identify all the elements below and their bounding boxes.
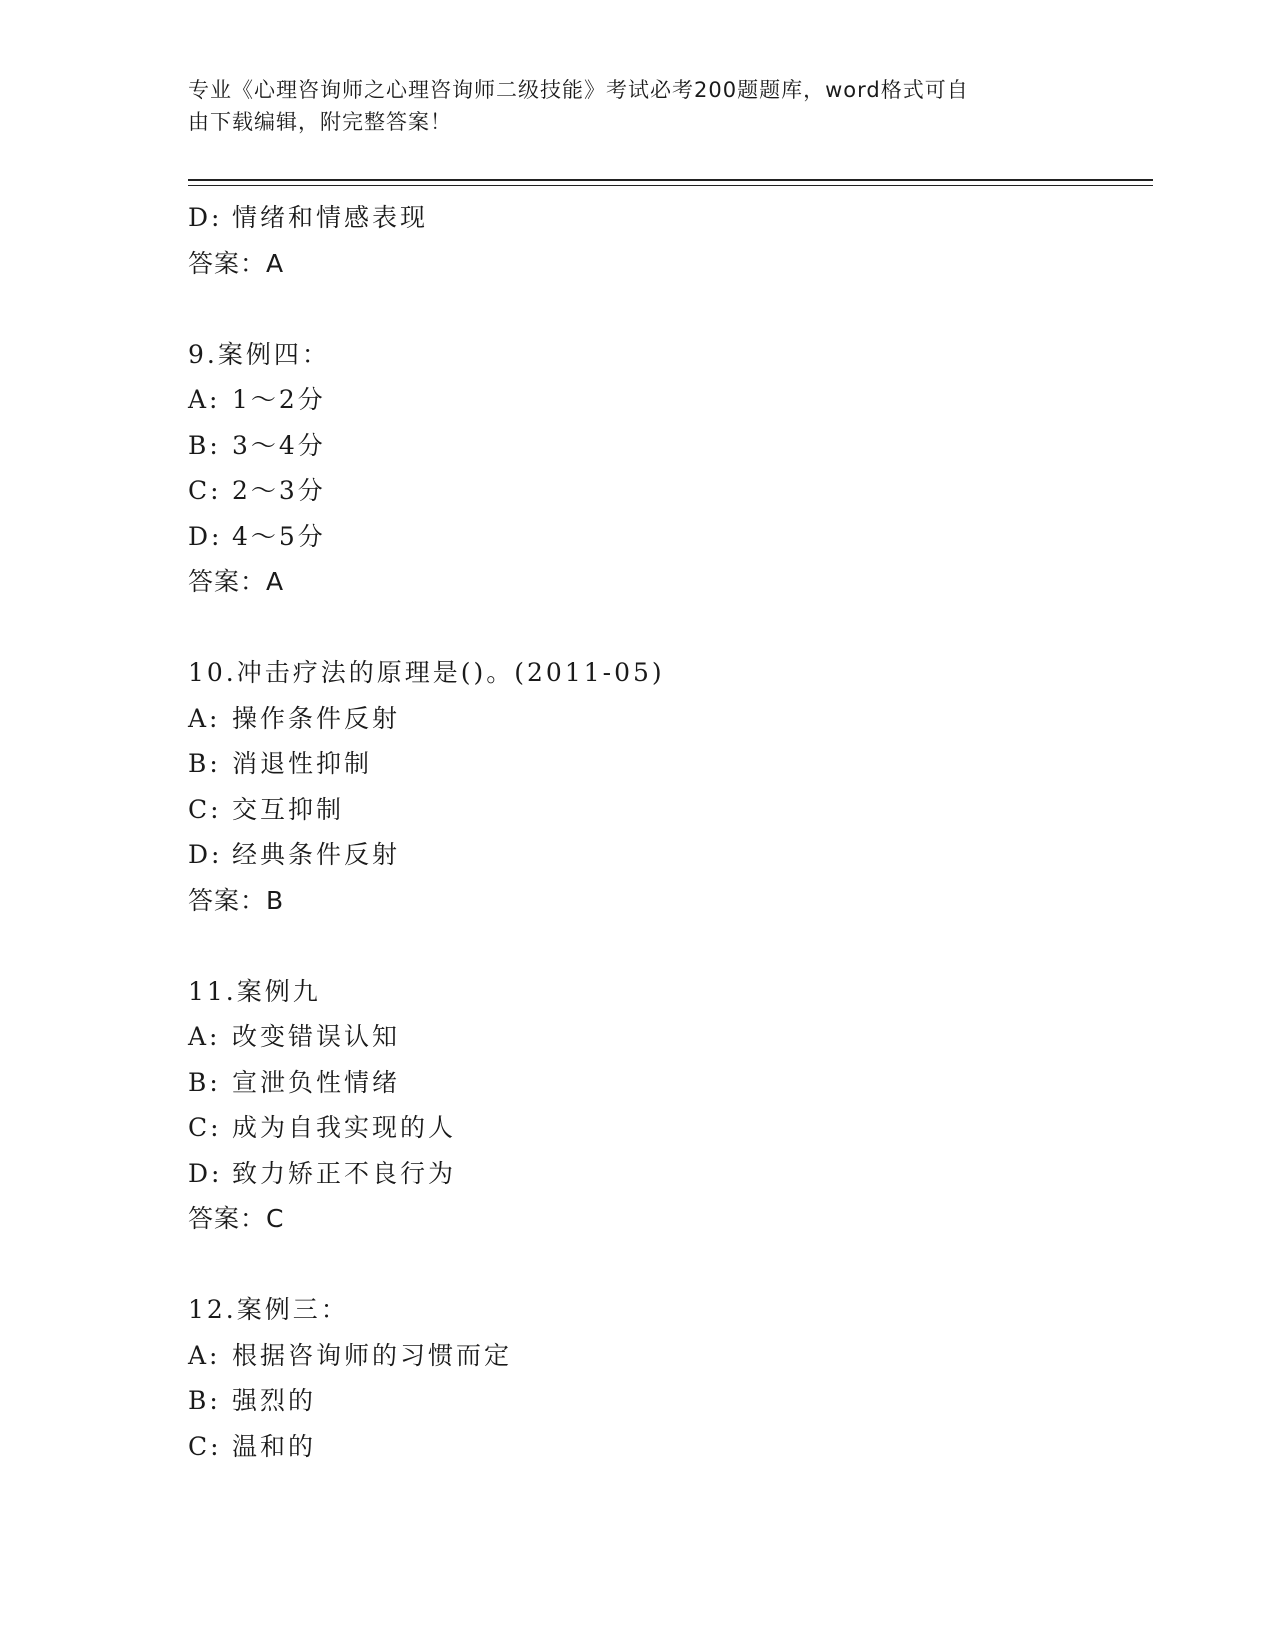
q10-option-d xyxy=(188,832,1153,878)
q8-option-d xyxy=(188,195,1153,241)
q12-option-c xyxy=(188,1424,1153,1470)
q9-answer: 答案：A xyxy=(188,567,285,596)
q10-option-c xyxy=(188,787,1153,833)
option-label: B: xyxy=(188,430,221,460)
option-label: C: xyxy=(188,1113,222,1142)
q9-option-d xyxy=(188,514,1153,560)
q10-option-a xyxy=(188,696,1153,742)
spacer xyxy=(188,923,1153,969)
header-line-2: 由下载编辑，附完整答案！ xyxy=(188,110,452,134)
option-text: 3～4分 xyxy=(232,430,326,460)
q12-question: 12.案例三： xyxy=(188,1295,349,1324)
option-text: 交互抑制 xyxy=(232,794,345,824)
header-divider-thick xyxy=(188,179,1153,181)
q10-answer: 答案：B xyxy=(188,885,285,915)
option-label: A: xyxy=(188,703,221,733)
option-label: A: xyxy=(188,1340,221,1370)
option-text: 成为自我实现的人 xyxy=(232,1113,457,1142)
spacer xyxy=(188,286,1153,332)
option-label: B: xyxy=(188,749,221,778)
option-text: 经典条件反射 xyxy=(232,840,401,869)
header-divider-thin xyxy=(188,185,1153,186)
option-label: D: xyxy=(188,203,223,232)
q10-question: 10.冲击疗法的原理是()。(2011-05) xyxy=(188,658,665,687)
option-label: C: xyxy=(188,476,222,505)
option-text: 4～5分 xyxy=(232,521,326,551)
q12-option-a xyxy=(188,1333,1153,1379)
option-label: D: xyxy=(188,840,223,869)
option-label: D: xyxy=(188,521,223,551)
option-label: A: xyxy=(188,385,221,414)
q9-option-b xyxy=(188,423,1153,469)
document-header xyxy=(188,74,1068,138)
option-label: C: xyxy=(188,1431,222,1461)
option-text: 情绪和情感表现 xyxy=(232,203,429,232)
option-label: C: xyxy=(188,794,222,824)
q9-option-a xyxy=(188,377,1153,423)
q9-option-c xyxy=(188,468,1153,514)
option-text: 根据咨询师的习惯而定 xyxy=(232,1340,513,1370)
header-line-1: 专业《心理咨询师之心理咨询师二级技能》考试必考200题题库，word格式可自 xyxy=(188,78,969,102)
option-text: 操作条件反射 xyxy=(232,703,401,733)
option-text: 改变错误认知 xyxy=(232,1022,401,1051)
option-label: B: xyxy=(188,1386,221,1415)
option-label: B: xyxy=(188,1067,221,1097)
q10-option-b xyxy=(188,741,1153,787)
option-text: 宣泄负性情绪 xyxy=(232,1067,401,1097)
q11-option-d xyxy=(188,1151,1153,1197)
option-text: 强烈的 xyxy=(232,1386,317,1415)
q9-question: 9.案例四： xyxy=(188,339,330,369)
q12-option-b xyxy=(188,1378,1153,1424)
spacer xyxy=(188,1242,1153,1288)
q11-option-c xyxy=(188,1105,1153,1151)
q11-option-b xyxy=(188,1060,1153,1106)
q11-option-a xyxy=(188,1014,1153,1060)
option-text: 致力矫正不良行为 xyxy=(232,1158,457,1188)
question-list xyxy=(188,195,1153,1469)
q8-answer: 答案：A xyxy=(188,248,285,278)
q11-answer: 答案：C xyxy=(188,1204,285,1233)
option-text: 温和的 xyxy=(232,1431,317,1461)
option-text: 消退性抑制 xyxy=(232,749,373,778)
option-label: A: xyxy=(188,1022,221,1051)
option-text: 2～3分 xyxy=(232,476,326,505)
q11-question: 11.案例九 xyxy=(188,976,321,1006)
option-text: 1～2分 xyxy=(232,385,326,414)
option-label: D: xyxy=(188,1158,223,1188)
spacer xyxy=(188,605,1153,651)
